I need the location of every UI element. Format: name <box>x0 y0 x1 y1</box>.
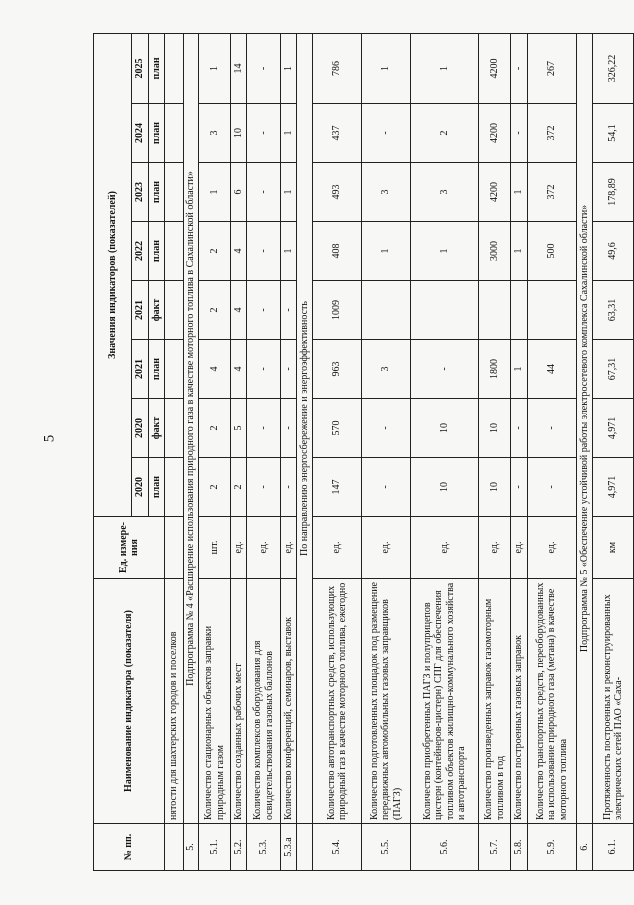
indicator-value: 3 <box>199 104 231 163</box>
indicator-value: - <box>247 163 281 222</box>
indicator-unit: ед. <box>479 517 511 579</box>
indicator-value: 1 <box>411 33 479 103</box>
indicator-value: - <box>281 399 297 458</box>
indicator-value: 3 <box>362 163 411 222</box>
indicator-unit: ед. <box>528 517 577 579</box>
section-title: Подпрограмма № 5 «Обеспечение устойчивой работы электросетевого комплекса Сахалинской области» <box>577 33 593 823</box>
table-row <box>362 33 411 870</box>
indicator-value: 1 <box>281 104 297 163</box>
indicator-unit: ед. <box>511 517 528 579</box>
indicator-table-sheet <box>93 34 624 871</box>
indicator-value: 1009 <box>313 281 362 340</box>
indicator-value: 2 <box>199 399 231 458</box>
indicator-value <box>362 281 411 340</box>
indicator-unit <box>165 517 184 579</box>
indicator-value: 4200 <box>479 163 511 222</box>
section-row <box>577 33 593 870</box>
indicator-value: 3 <box>362 340 411 399</box>
indicator-value: - <box>511 104 528 163</box>
row-number <box>297 824 313 871</box>
section-row <box>184 33 199 870</box>
indicator-value: - <box>528 399 577 458</box>
indicator-value: - <box>511 399 528 458</box>
indicator-name: Количество стационарных объектов заправки природным газом <box>199 579 231 824</box>
indicator-name: Протяженность построенных и реконструированных электрических сетей ПАО «Саха- <box>593 579 634 824</box>
table-row <box>511 33 528 870</box>
table-row <box>199 33 231 870</box>
header-year: 2020 <box>132 458 149 517</box>
indicator-value: 1 <box>362 33 411 103</box>
indicator-value: 2 <box>411 104 479 163</box>
table-row <box>247 33 281 870</box>
indicator-unit: ед. <box>231 517 247 579</box>
indicator-value: 4 <box>231 281 247 340</box>
indicator-value: 4200 <box>479 33 511 103</box>
indicator-value: 2 <box>199 222 231 281</box>
header-kind: план <box>149 222 165 281</box>
row-number: 5.9. <box>528 824 577 871</box>
indicator-value: 1 <box>199 33 231 103</box>
page-number: 5 <box>41 434 58 443</box>
indicator-value: 10 <box>231 104 247 163</box>
indicator-value: 3000 <box>479 222 511 281</box>
indicator-value: - <box>247 458 281 517</box>
header-kind: план <box>149 458 165 517</box>
indicator-name: Количество произведенных заправок газомоторным топливом в год <box>479 579 511 824</box>
indicator-value <box>511 281 528 340</box>
indicator-unit: ед. <box>247 517 281 579</box>
indicator-value: 10 <box>479 458 511 517</box>
table-row <box>281 33 297 870</box>
header-year: 2022 <box>132 222 149 281</box>
indicator-value: 63,31 <box>593 281 634 340</box>
table-row <box>479 33 511 870</box>
indicator-value: 54,1 <box>593 104 634 163</box>
indicator-value: - <box>362 399 411 458</box>
indicator-unit: км <box>593 517 634 579</box>
header-kind: план <box>149 104 165 163</box>
header-kind: факт <box>149 281 165 340</box>
indicator-value: 49,6 <box>593 222 634 281</box>
indicator-value <box>165 340 184 399</box>
indicator-value: 1 <box>281 163 297 222</box>
indicator-value <box>165 163 184 222</box>
indicator-value: 1 <box>511 340 528 399</box>
indicator-value: - <box>281 281 297 340</box>
indicator-unit: шт. <box>199 517 231 579</box>
indicator-value: 372 <box>528 104 577 163</box>
indicator-name: Количество комплексов оборудования для освидетельствования газовых баллонов <box>247 579 281 824</box>
table-row <box>231 33 247 870</box>
indicator-value: 147 <box>313 458 362 517</box>
indicator-value: - <box>247 281 281 340</box>
header-year: 2024 <box>132 104 149 163</box>
row-number: 5.2. <box>231 824 247 871</box>
row-number: 5.6. <box>411 824 479 871</box>
row-number: 5.1. <box>199 824 231 871</box>
indicator-value: 1 <box>511 163 528 222</box>
header-num: № пп. <box>94 824 165 871</box>
indicator-value: 10 <box>411 458 479 517</box>
indicator-table <box>93 33 634 871</box>
header-year: 2023 <box>132 163 149 222</box>
indicator-value: 4 <box>231 340 247 399</box>
indicator-name: Количество построенных газовых заправок <box>511 579 528 824</box>
row-number: 5.8. <box>511 824 528 871</box>
indicator-value: 267 <box>528 33 577 103</box>
indicator-value: - <box>247 340 281 399</box>
indicator-value: - <box>362 458 411 517</box>
indicator-value: 1 <box>199 163 231 222</box>
row-number: 6. <box>577 824 593 871</box>
indicator-value: 437 <box>313 104 362 163</box>
header-unit: Ед. измере-ния <box>94 517 165 579</box>
indicator-value: - <box>247 104 281 163</box>
indicator-name: Количество приобретенных ПАГЗ и полуприцепов цистерн (контейнеров-цистерн) СПГ для обеспечения топливом объектов жилищно-коммунального хозяйства и автотранспорта <box>411 579 479 824</box>
row-number: 5.4. <box>313 824 362 871</box>
indicator-value: 570 <box>313 399 362 458</box>
indicator-value: 4200 <box>479 104 511 163</box>
indicator-unit: ед. <box>281 517 297 579</box>
indicator-value: 4,971 <box>593 399 634 458</box>
indicator-value <box>165 281 184 340</box>
header-year: 2020 <box>132 399 149 458</box>
indicator-value <box>165 458 184 517</box>
indicator-value: 178,89 <box>593 163 634 222</box>
section-title: Подпрограмма № 4 «Расширение использования природного газа в качестве моторного топлива в Сахалинской области» <box>184 33 199 823</box>
row-number: 5.3. <box>247 824 281 871</box>
header-kind: план <box>149 163 165 222</box>
indicator-value: - <box>511 458 528 517</box>
indicator-value <box>528 281 577 340</box>
indicator-value: 1 <box>411 222 479 281</box>
indicator-value: 10 <box>479 399 511 458</box>
indicator-value <box>411 281 479 340</box>
indicator-value <box>165 104 184 163</box>
indicator-value: 4 <box>231 222 247 281</box>
indicator-value: - <box>247 33 281 103</box>
indicator-value: 1 <box>281 33 297 103</box>
indicator-value: 493 <box>313 163 362 222</box>
row-number: 6.1. <box>593 824 634 871</box>
indicator-value: 44 <box>528 340 577 399</box>
row-number: 5.5. <box>362 824 411 871</box>
indicator-value: 1 <box>362 222 411 281</box>
indicator-value <box>165 33 184 103</box>
table-row <box>165 33 184 870</box>
indicator-value: - <box>528 458 577 517</box>
header-values: Значения индикаторов (показателей) <box>94 33 132 516</box>
indicator-value <box>165 222 184 281</box>
indicator-value: - <box>247 399 281 458</box>
header-name: Наименование индикатора (показателя) <box>94 579 165 824</box>
table-row <box>411 33 479 870</box>
indicator-value: - <box>362 104 411 163</box>
header-kind: факт <box>149 399 165 458</box>
indicator-unit: ед. <box>313 517 362 579</box>
indicator-value: 1800 <box>479 340 511 399</box>
indicator-value: 326,22 <box>593 33 634 103</box>
section-row <box>297 33 313 870</box>
indicator-table-body <box>165 33 634 870</box>
indicator-value: 1 <box>281 222 297 281</box>
indicator-value: 10 <box>411 399 479 458</box>
indicator-value: 5 <box>231 399 247 458</box>
indicator-name: нятости для шахтерских городов и поселков <box>165 579 184 824</box>
header-year: 2025 <box>132 33 149 103</box>
table-row <box>313 33 362 870</box>
indicator-value: 500 <box>528 222 577 281</box>
indicator-value: - <box>247 222 281 281</box>
header-kind: план <box>149 33 165 103</box>
indicator-value: - <box>511 33 528 103</box>
indicator-value: 4 <box>199 340 231 399</box>
indicator-name: Количество конференций, семинаров, выставок <box>281 579 297 824</box>
indicator-value: 4,971 <box>593 458 634 517</box>
indicator-value: 6 <box>231 163 247 222</box>
indicator-value: 67,31 <box>593 340 634 399</box>
indicator-value: 3 <box>411 163 479 222</box>
table-row <box>528 33 577 870</box>
row-number: 5.3.а <box>281 824 297 871</box>
indicator-value <box>479 281 511 340</box>
indicator-name: Количество транспортных средств, переоборудованных на использование природного газа (метана) в качестве моторного топлива <box>528 579 577 824</box>
indicator-value <box>165 399 184 458</box>
section-title: По направлению энергосбережение и энергоэффективность <box>297 33 313 823</box>
indicator-value: 786 <box>313 33 362 103</box>
indicator-value: 2 <box>231 458 247 517</box>
indicator-name: Количество подготовленных площадок под размещение передвижных автомобильных газовых заправщиков (ПАГЗ) <box>362 579 411 824</box>
indicator-value: 14 <box>231 33 247 103</box>
row-number: 5.7. <box>479 824 511 871</box>
indicator-value: - <box>281 340 297 399</box>
indicator-value: 1 <box>511 222 528 281</box>
indicator-name: Количество автотранспортных средств, использующих природный газ в качестве моторного топлива, ежегодно <box>313 579 362 824</box>
indicator-value: 2 <box>199 458 231 517</box>
indicator-value: 963 <box>313 340 362 399</box>
indicator-value: - <box>281 458 297 517</box>
indicator-unit: ед. <box>362 517 411 579</box>
indicator-value: 2 <box>199 281 231 340</box>
indicator-unit: ед. <box>411 517 479 579</box>
header-year: 2021 <box>132 340 149 399</box>
row-number: 5. <box>184 824 199 871</box>
indicator-value: 408 <box>313 222 362 281</box>
header-year: 2021 <box>132 281 149 340</box>
table-row <box>593 33 634 870</box>
row-number <box>165 824 184 871</box>
indicator-name: Количество созданных рабочих мест <box>231 579 247 824</box>
indicator-value: 372 <box>528 163 577 222</box>
header-kind: план <box>149 340 165 399</box>
indicator-value: - <box>411 340 479 399</box>
